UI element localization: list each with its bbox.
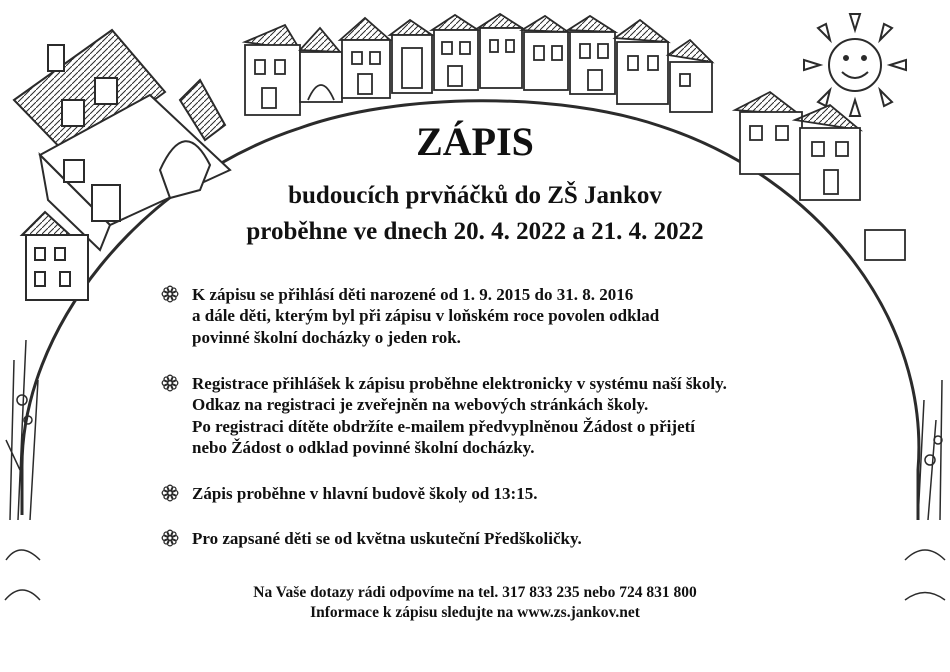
subtitle-line-2: proběhne ve dnech 20. 4. 2022 a 21. 4. 2022 — [246, 218, 704, 245]
info-line: povinné školní docházky o jeden rok. — [192, 327, 461, 347]
info-line: Pro zapsané děti se od května uskuteční Předškoličky. — [192, 529, 582, 548]
info-line: nebo Žádost o odklad povinné školní docházky. — [192, 437, 535, 457]
info-item-registration — [192, 373, 872, 458]
info-line: K zápisu se přihlásí děti narozené od 1. 9. 2015 do 31. 8. 2016 — [192, 285, 634, 304]
info-line: Odkaz na registraci je zveřejněn na webových stránkách školy. — [192, 395, 649, 415]
info-line: Po registraci dítěte obdržíte e-mailem předvyplněnou Žádost o přijetí — [192, 416, 695, 436]
flower-icon — [161, 529, 179, 547]
sun-icon — [804, 14, 906, 116]
info-line: Zápis proběhne v hlavní budově školy od 13:15. — [192, 484, 538, 503]
page-title: ZÁPIS — [416, 119, 534, 164]
flower-icon — [161, 285, 179, 303]
website-line: Informace k zápisu sledujte na www.zs.jankov.net — [310, 604, 640, 621]
info-item-eligibility — [192, 284, 872, 348]
info-line: Registrace přihlášek k zápisu proběhne elektronicky v systému naší školy. — [192, 374, 727, 393]
info-item-preschool — [192, 528, 872, 549]
info-item-location — [192, 483, 872, 504]
info-line: a dále děti, kterým byl při zápisu v loňském roce povolen odklad — [192, 306, 660, 326]
flower-icon — [161, 374, 179, 392]
contact-line: Na Vaše dotazy rádi odpovíme na tel. 317 833 235 nebo 724 831 800 — [253, 584, 697, 601]
subtitle-line-1: budoucích prvňáčků do ZŠ Jankov — [288, 182, 662, 209]
flower-icon — [161, 484, 179, 502]
